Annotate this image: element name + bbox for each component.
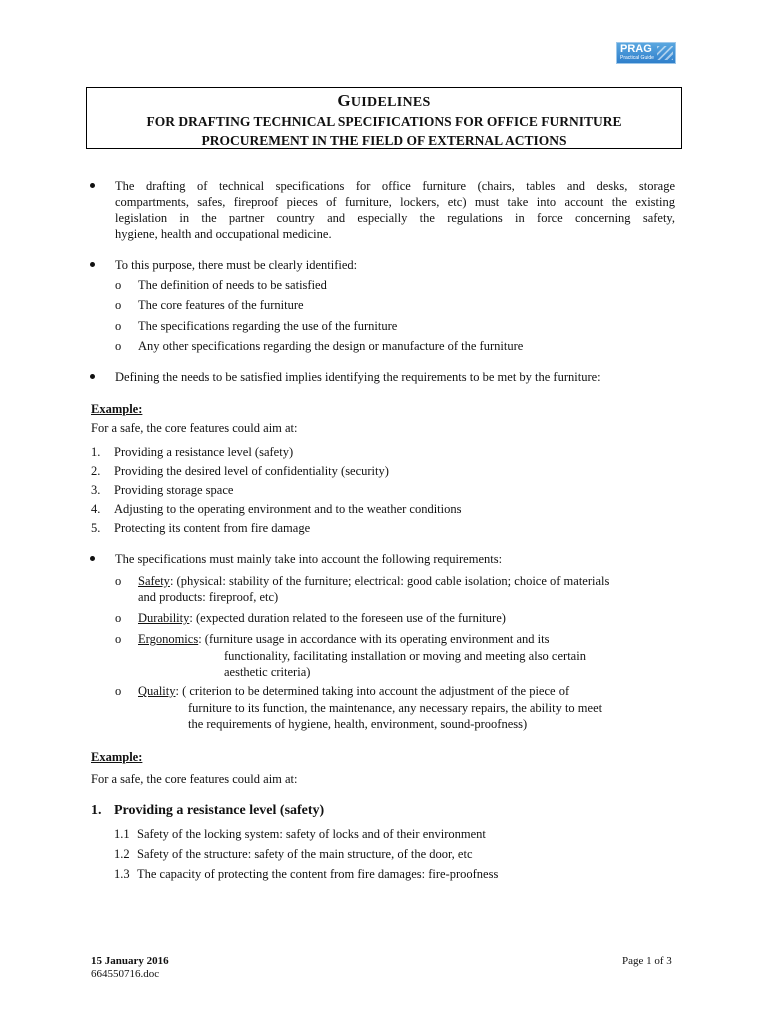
example-intro: For a safe, the core features could aim at:: [91, 421, 298, 435]
footer-filename: 664550716.doc: [91, 968, 160, 980]
subsection-number: 1.3: [114, 867, 130, 881]
numbered-item-num: 1.: [91, 445, 101, 459]
sub-bullet-icon: o: [115, 319, 122, 333]
subsection-text: The capacity of protecting the content from fire damages: fire-proofness: [137, 867, 499, 881]
section-title: Providing a resistance level (safety): [114, 803, 325, 818]
requirement-quality-cont: furniture to its function, the maintenance, any necessary repairs, the ability to meet: [188, 701, 603, 715]
numbered-item: Protecting its content from fire damage: [114, 521, 311, 535]
requirement-ergonomics: Ergonomics: (furniture usage in accordance with its operating environment and its: [138, 632, 550, 646]
numbered-item-num: 4.: [91, 502, 101, 516]
bullet-icon: [90, 374, 95, 379]
section-number: 1.: [91, 803, 102, 818]
example-heading: Example:: [91, 750, 143, 764]
sub-bullet-icon: o: [115, 574, 122, 588]
numbered-item: Providing a resistance level (safety): [114, 445, 294, 459]
requirement-durability: Durability: (expected duration related to the foreseen use of the furniture): [138, 611, 506, 625]
sub-bullet-icon: o: [115, 298, 122, 312]
title-line-1: GUIDELINES: [337, 91, 431, 110]
sub-bullet-icon: o: [115, 611, 122, 625]
requirement-quality: Quality: ( criterion to be determined taking into account the adjustment of the piece of: [138, 684, 570, 698]
requirements-intro: The specifications must mainly take into account the following requirements:: [115, 552, 503, 566]
subsection-text: Safety of the locking system: safety of locks and of their environment: [137, 827, 486, 841]
bullet-icon: [90, 556, 95, 561]
requirement-ergonomics-cont: aesthetic criteria): [224, 665, 311, 679]
sub-bullet-icon: o: [115, 278, 122, 292]
logo-tagline: Practical Guide: [620, 55, 654, 61]
numbered-item: Providing storage space: [114, 483, 234, 497]
example-heading: Example:: [91, 402, 143, 416]
subsection-text: Safety of the structure: safety of the main structure, of the door, etc: [137, 847, 473, 861]
numbered-item: Providing the desired level of confidentiality (security): [114, 464, 389, 478]
requirement-safety: Safety: (physical: stability of the furniture; electrical: good cable isolation; choice of materials: [138, 574, 610, 588]
logo-stripe-icon: [657, 46, 673, 60]
subsection-number: 1.1: [114, 827, 130, 841]
numbered-item-num: 3.: [91, 483, 101, 497]
footer-date: 15 January 2016: [91, 955, 169, 967]
requirement-ergonomics-cont: functionality, facilitating installation or moving and meeting also certain: [224, 649, 586, 663]
subsection-number: 1.2: [114, 847, 130, 861]
numbered-item-num: 2.: [91, 464, 101, 478]
prag-logo: [616, 42, 676, 64]
sub-bullet-icon: o: [115, 632, 122, 646]
title-line-3: PROCUREMENT IN THE FIELD OF EXTERNAL ACTIONS: [201, 133, 567, 148]
example-intro: For a safe, the core features could aim at:: [91, 772, 298, 786]
sub-bullet-icon: o: [115, 339, 122, 353]
sub-item: Any other specifications regarding the design or manufacture of the furniture: [138, 339, 524, 353]
title-line-2: FOR DRAFTING TECHNICAL SPECIFICATIONS FOR OFFICE FURNITURE: [146, 114, 622, 129]
sub-item: The specifications regarding the use of the furniture: [138, 319, 398, 333]
bullet-paragraph-3: Defining the needs to be satisfied implies identifying the requirements to be met by the furniture:: [115, 370, 601, 384]
requirement-safety-cont: and products: fireproof, etc): [138, 590, 279, 604]
numbered-item: Adjusting to the operating environment and to the weather conditions: [114, 502, 462, 516]
document-title: [86, 87, 682, 149]
numbered-item-num: 5.: [91, 521, 101, 535]
bullet-icon: [90, 262, 95, 267]
sub-item: The core features of the furniture: [138, 298, 304, 312]
requirement-quality-cont: the requirements of hygiene, health, environment, sound-proofness): [188, 717, 528, 731]
sub-item: The definition of needs to be satisfied: [138, 278, 327, 292]
footer-page-number: Page 1 of 3: [622, 955, 672, 967]
sub-bullet-icon: o: [115, 684, 122, 698]
logo-brand: PRAG: [620, 43, 652, 55]
bullet-paragraph-2: To this purpose, there must be clearly identified:: [115, 258, 358, 272]
bullet-paragraph-1: The drafting of technical specifications for office furniture (chairs, tables and desks, storage compartments, safes, fireproof pieces of furniture, lockers, etc) must take into account the existing legislation in the partner country and especially the regulations in force concerning safety, hygiene, health and occupational medicine.: [115, 179, 675, 241]
bullet-icon: [90, 183, 95, 188]
